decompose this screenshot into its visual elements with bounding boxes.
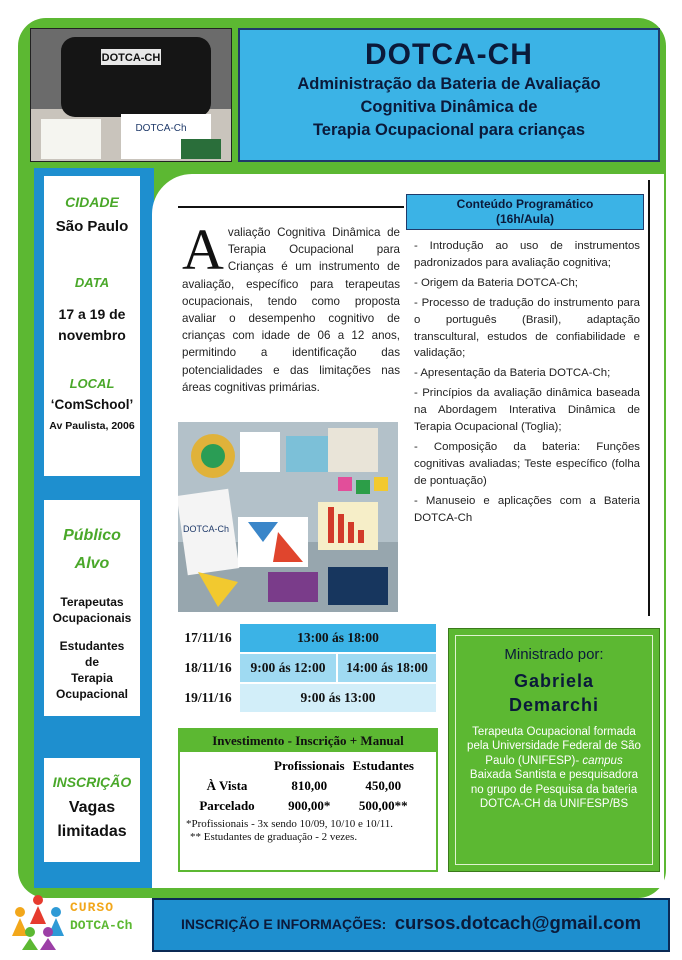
row-label: Parcelado: [199, 798, 255, 813]
publico-item-1-line-2: Ocupacionais: [52, 611, 132, 625]
contact-bar: [152, 898, 670, 952]
intro-text: valiação Cognitiva Dinâmica de Terapia Ocupacional para Crianças é um instrumento de avaliação, específico para terapeutas ocupacionais, tendo como proposta avaliar o desempenho cognitivo de crianças com idade de 06 a 12 anos, permitindo a identificação das potencialidades e das limitações nas áreas cognitivas primárias.: [182, 226, 400, 394]
inscricao-value-line-1: Vagas: [68, 799, 116, 816]
conteudo-item: - Apresentação da Bateria DOTCA-Ch;: [414, 367, 611, 380]
inscricao-card: [44, 758, 140, 862]
column-header: Estudantes: [352, 758, 414, 773]
conteudo-item: - Origem da Bateria DOTCA-Ch;: [414, 276, 578, 289]
subtitle-line-2: Cognitiva Dinâmica de: [360, 98, 538, 116]
publico-item-2-line-1: Estudantes: [59, 639, 125, 653]
intro-paragraph: [182, 217, 400, 396]
data-value-line-2: novembro: [58, 327, 126, 343]
investment-note: *Profissionais - 3x sendo 10/09, 10/10 e 10/11.: [186, 818, 394, 830]
subtitle-line-3: Terapia Ocupacional para crianças: [312, 121, 586, 139]
kit-photo: [30, 28, 232, 162]
price-cell: 450,00: [365, 778, 402, 793]
inscricao-value-line-2: limitadas: [57, 823, 127, 840]
investment-note: ** Estudantes de graduação - 2 vezes.: [190, 831, 358, 843]
data-value-line-1: 17 a 19 de: [58, 306, 126, 322]
price-cell: 500,00**: [358, 798, 408, 813]
conteudo-item: - Processo de tradução do instrumento para o português (Brasil), adaptação transcultural, estudos de confiabilidade e validação;: [414, 296, 640, 360]
title-box: [238, 28, 660, 162]
conteudo-list: [414, 238, 640, 530]
schedule-date: 18/11/16: [178, 654, 238, 682]
price-table: [184, 756, 418, 816]
publico-item-2-line-2: de: [84, 655, 99, 669]
schedule-date: 17/11/16: [178, 624, 238, 652]
publico-item-2-line-4: Ocupacional: [55, 687, 129, 701]
people-icon: [8, 890, 68, 950]
publico-label-line-2: Alvo: [74, 555, 110, 572]
row-label: À Vista: [206, 778, 248, 793]
conteudo-item: - Introdução ao uso de instrumentos padronizados para avaliação cognitiva;: [414, 240, 640, 269]
schedule-date: 19/11/16: [178, 684, 238, 712]
materials-photo-illustration: [178, 422, 398, 612]
instructor-bio-text: Baixada Santista e pesquisadora no grupo de Pesquisa da bateria DOTCA-CH da UNIFESP/BS: [469, 769, 639, 811]
conteudo-title: Conteúdo Programático: [456, 197, 594, 211]
conteudo-hours: (16h/Aula): [495, 212, 554, 226]
subtitle-line-1: Administração da Bateria de Avaliação: [297, 75, 601, 93]
schedule-time: 9:00 ás 12:00: [240, 654, 336, 682]
cidade-value: São Paulo: [55, 218, 129, 235]
logo-line-2: DOTCA-Ch: [70, 918, 133, 933]
instructor-label: Ministrado por:: [504, 646, 604, 663]
schedule-time: 9:00 ás 13:00: [240, 684, 436, 712]
logo-line-1: CURSO: [70, 900, 115, 915]
instructor-bio-text: Terapeuta Ocupacional formada pela Universidade Federal de São Paulo (UNIFESP)-: [467, 726, 641, 767]
conteudo-header: [406, 194, 644, 230]
info-card: [44, 176, 140, 476]
schedule-time: 13:00 ás 18:00: [240, 624, 436, 652]
card-label: DOTCA-Ch: [135, 123, 187, 134]
investment-title: Investimento - Inscrição + Manual: [180, 730, 436, 752]
price-cell: 900,00*: [288, 798, 331, 813]
bag-label: DOTCA-CH: [101, 52, 161, 64]
schedule-time: 14:00 ás 18:00: [338, 654, 436, 682]
local-address: Av Paulista, 2006: [49, 420, 135, 432]
publico-label-line-1: Público: [63, 527, 121, 544]
data-label: DATA: [74, 275, 110, 290]
column-header: Profissionais: [274, 758, 345, 773]
cidade-label: CIDADE: [65, 194, 119, 210]
instructor-bio-campus: campus: [582, 754, 623, 767]
contact-email[interactable]: cursos.dotcach@gmail.com: [394, 912, 642, 933]
conteudo-item: - Manuseio e aplicações com a Bateria DOTCA-Ch: [414, 494, 640, 524]
materials-photo: [178, 422, 398, 612]
publico-card: [44, 500, 140, 716]
instructor-box: [448, 628, 660, 872]
dropcap: A: [182, 217, 224, 282]
conteudo-item: - Composição da bateria: Funções cognitivas avaliadas; Teste específico (folha de pontuação): [414, 440, 640, 487]
page-title: DOTCA-CH: [365, 38, 533, 71]
instructor-name-line-1: Gabriela: [513, 671, 595, 691]
contact-label: INSCRIÇÃO E INFORMAÇÕES:: [180, 916, 387, 932]
instructor-bio: [466, 725, 642, 811]
publico-item-1-line-1: Terapeutas: [60, 595, 124, 609]
divider: [648, 180, 650, 616]
local-value: ‘ComSchool’: [50, 397, 134, 412]
course-logo: [8, 888, 148, 952]
investment-table: [178, 728, 438, 872]
publico-item-2-line-3: Terapia: [71, 671, 113, 685]
divider: [178, 206, 404, 208]
conteudo-item: - Princípios da avaliação dinâmica baseada na Abordagem Interativa Dinâmica de Terapia Ocupacional (Toglia);: [414, 387, 640, 434]
kit-photo-illustration: [31, 29, 231, 161]
instructor-inner: [455, 635, 653, 865]
inscricao-label: INSCRIÇÃO: [52, 774, 132, 790]
card-label: DOTCA-Ch: [182, 524, 230, 534]
instructor-name-line-2: Demarchi: [508, 695, 600, 715]
price-cell: 810,00: [291, 778, 328, 793]
local-label: LOCAL: [69, 376, 115, 391]
